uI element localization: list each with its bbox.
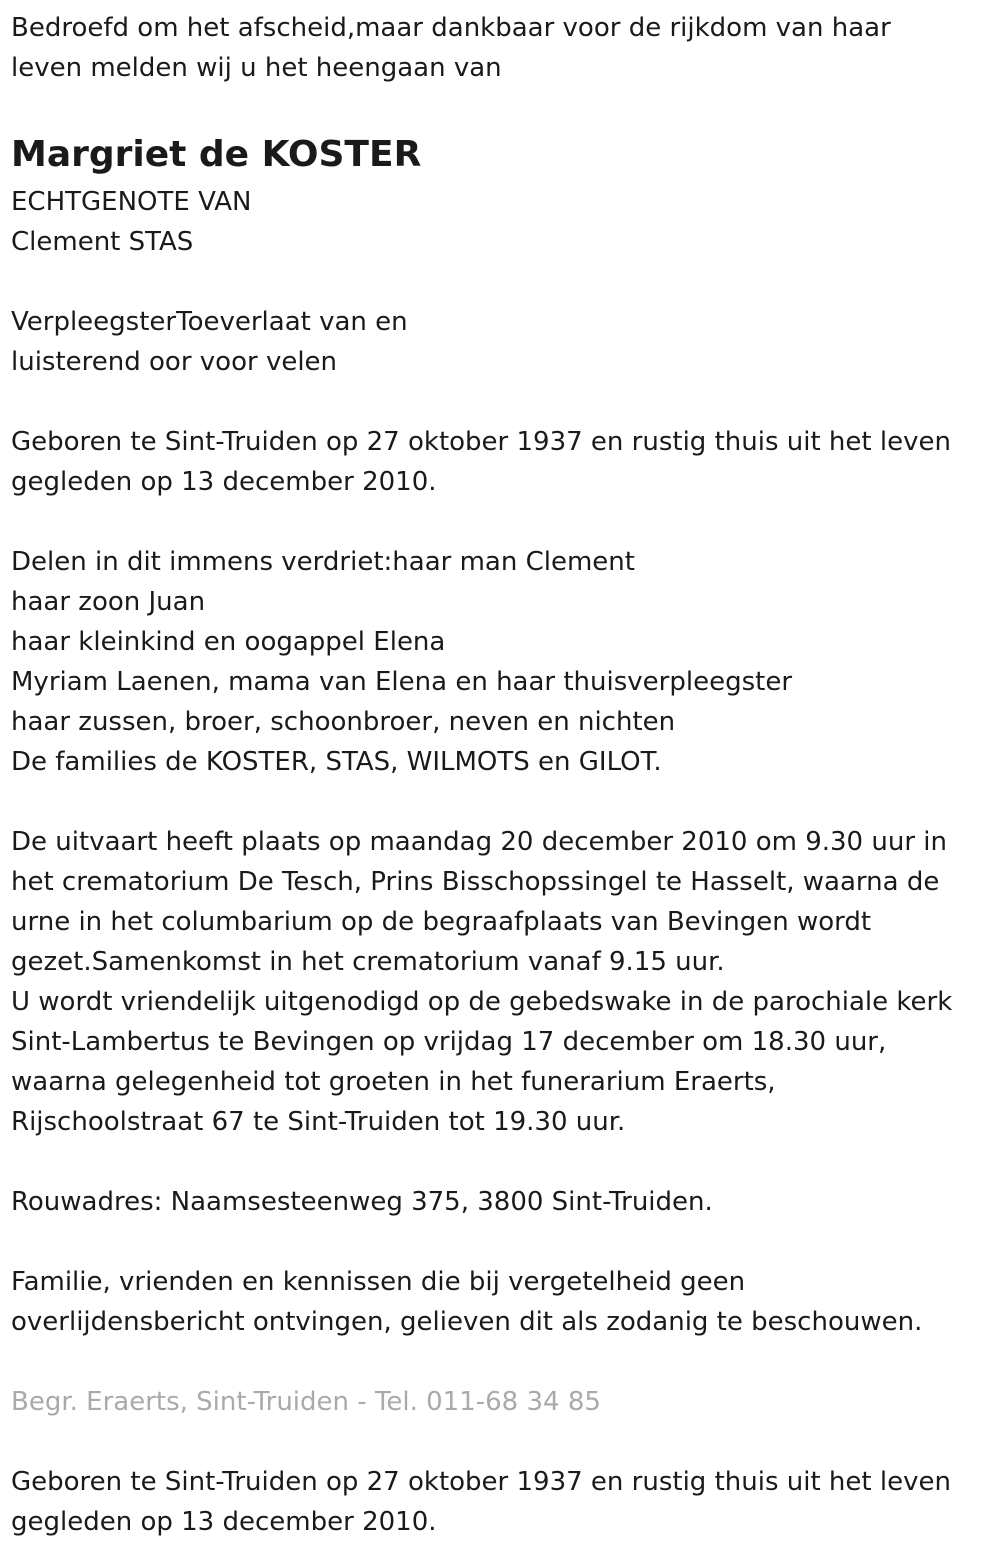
- intro-paragraph: [11, 8, 1000, 88]
- spouse-name: Clement STAS: [11, 227, 194, 257]
- mourning-address: Rouwadres: Naamsesteenweg 375, 3800 Sint-Truiden.: [11, 1187, 713, 1217]
- funeral-line: U wordt vriendelijk uitgenodigd op de gebedswake in de parochiale kerk: [11, 987, 953, 1017]
- deceased-block: [11, 128, 1000, 262]
- deceased-name: Margriet de KOSTER: [11, 134, 422, 175]
- intro-line: Bedroefd om het afscheid,maar dankbaar voor de rijkdom van haar: [11, 13, 891, 43]
- funeral-paragraph: [11, 822, 1000, 1142]
- funeral-line: Sint-Lambertus te Bevingen op vrijdag 17 december om 18.30 uur,: [11, 1027, 887, 1057]
- address-paragraph: [11, 1182, 1000, 1222]
- occupation-line: luisterend oor voor velen: [11, 347, 338, 377]
- birth-death-paragraph: [11, 422, 1000, 502]
- obituary-document: [11, 8, 1000, 1542]
- funeral-line: gezet.Samenkomst in het crematorium vanaf 9.15 uur.: [11, 947, 725, 977]
- funeral-line: De uitvaart heeft plaats op maandag 20 december 2010 om 9.30 uur in: [11, 827, 947, 857]
- notice-line: Familie, vrienden en kennissen die bij vergetelheid geen: [11, 1267, 746, 1297]
- birth-death-line: gegleden op 13 december 2010.: [11, 467, 437, 497]
- funeral-line: urne in het columbarium op de begraafplaats van Bevingen wordt: [11, 907, 872, 937]
- notice-line: overlijdensbericht ontvingen, gelieven dit als zodanig te beschouwen.: [11, 1307, 923, 1337]
- relation-label: ECHTGENOTE VAN: [11, 187, 252, 217]
- mourner-line: Myriam Laenen, mama van Elena en haar thuisverpleegster: [11, 667, 793, 697]
- birth-death-repeat-line: gegleden op 13 december 2010.: [11, 1507, 437, 1537]
- mourner-line: Delen in dit immens verdriet:haar man Clement: [11, 547, 635, 577]
- birth-death-repeat-paragraph: [11, 1462, 1000, 1542]
- birth-death-repeat-line: Geboren te Sint-Truiden op 27 oktober 1937 en rustig thuis uit het leven: [11, 1467, 951, 1497]
- birth-death-line: Geboren te Sint-Truiden op 27 oktober 1937 en rustig thuis uit het leven: [11, 427, 951, 457]
- mourner-line: De families de KOSTER, STAS, WILMOTS en GILOT.: [11, 747, 662, 777]
- mourner-line: haar kleinkind en oogappel Elena: [11, 627, 446, 657]
- undertaker-contact: Begr. Eraerts, Sint-Truiden - Tel. 011-68 34 85: [11, 1387, 601, 1417]
- funeral-line: het crematorium De Tesch, Prins Bisschopssingel te Hasselt, waarna de: [11, 867, 940, 897]
- funeral-line: Rijschoolstraat 67 te Sint-Truiden tot 19.30 uur.: [11, 1107, 626, 1137]
- funeral-line: waarna gelegenheid tot groeten in het funerarium Eraerts,: [11, 1067, 776, 1097]
- intro-line: leven melden wij u het heengaan van: [11, 53, 502, 83]
- mourners-paragraph: [11, 542, 1000, 782]
- mourner-line: haar zussen, broer, schoonbroer, neven en nichten: [11, 707, 676, 737]
- occupation-paragraph: [11, 302, 1000, 382]
- mourner-line: haar zoon Juan: [11, 587, 206, 617]
- undertaker-paragraph: [11, 1382, 1000, 1422]
- notice-paragraph: [11, 1262, 1000, 1342]
- occupation-line: VerpleegsterToeverlaat van en: [11, 307, 408, 337]
